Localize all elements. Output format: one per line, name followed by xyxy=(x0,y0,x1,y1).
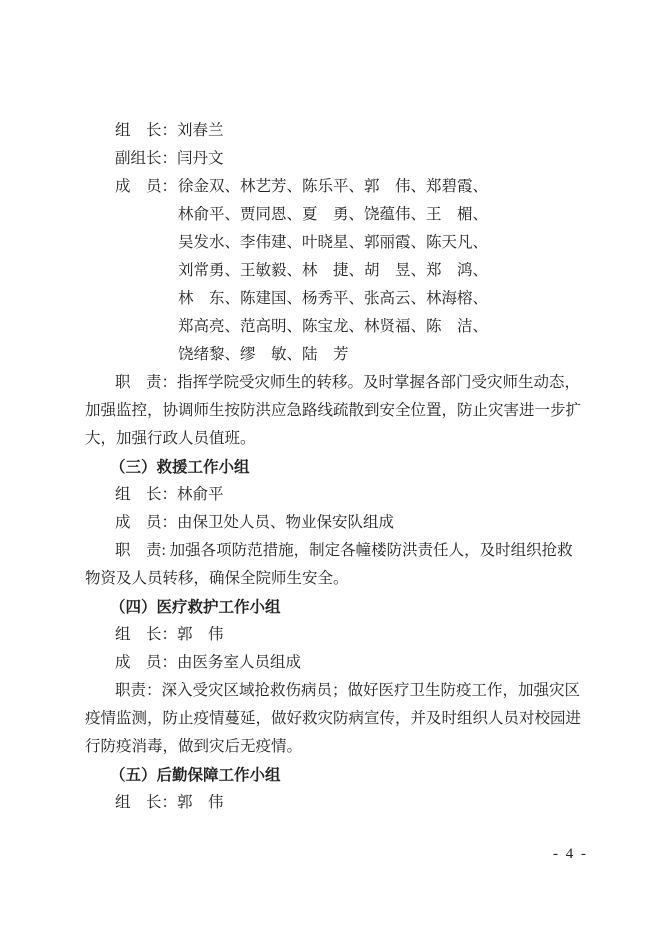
members-text: 由医务室人员组成 xyxy=(177,654,302,671)
separator: 、 xyxy=(410,262,427,279)
member-name: 缪 敏 xyxy=(240,346,287,363)
member-name: 徐金双 xyxy=(178,178,225,195)
member-name: 林 捷 xyxy=(302,262,349,279)
group2-members-label-line xyxy=(115,173,177,201)
section-heading-group4: （四）医疗救护工作小组 xyxy=(110,598,281,616)
member-name: 林艺芳 xyxy=(240,178,287,195)
member-name: 刘常勇 xyxy=(178,262,225,279)
member-name: 林贤福 xyxy=(364,318,411,335)
separator: 、 xyxy=(224,206,241,223)
leader-label: 组长 xyxy=(115,794,162,811)
members-label: 成员 xyxy=(115,654,162,671)
separator: 、 xyxy=(286,290,303,307)
colon: ： xyxy=(161,626,178,643)
colon: ： xyxy=(161,794,178,811)
members-line xyxy=(178,201,488,229)
colon: ： xyxy=(161,150,178,167)
separator: 、 xyxy=(410,178,427,195)
member-name: 李伟建 xyxy=(240,234,287,251)
page-number: - 4 - xyxy=(553,846,588,862)
members-line xyxy=(178,341,349,369)
separator: 、 xyxy=(224,178,241,195)
separator: 、 xyxy=(348,290,365,307)
members-line xyxy=(178,257,488,285)
deputy-label: 副组长 xyxy=(115,150,162,167)
member-name: 林 东 xyxy=(178,290,225,307)
separator: 、 xyxy=(224,290,241,307)
member-name: 王敏毅 xyxy=(240,262,287,279)
members-line xyxy=(178,229,488,257)
member-name: 王 楣 xyxy=(426,206,473,223)
members-line xyxy=(178,313,488,341)
separator: 、 xyxy=(410,206,427,223)
group3-duty-line: 物资及人员转移，确保全院师生安全。 xyxy=(85,570,349,587)
member-name: 夏 勇 xyxy=(302,206,349,223)
group4-duty-line: 行防疫消毒，做到灾后无疫情。 xyxy=(85,738,303,755)
group5-leader-line xyxy=(115,789,224,817)
separator: 、 xyxy=(286,262,303,279)
leader-name: 郭 伟 xyxy=(177,626,224,643)
section-heading-group5: （五）后勤保障工作小组 xyxy=(110,766,281,784)
separator: 、 xyxy=(224,346,241,363)
member-name: 陈乐平 xyxy=(302,178,349,195)
member-name: 叶晓星 xyxy=(302,234,349,251)
colon: ： xyxy=(161,486,178,503)
separator: 、 xyxy=(472,206,489,223)
member-name: 陈天凡 xyxy=(426,234,473,251)
separator: 、 xyxy=(224,262,241,279)
group4-duty-line: 疫情监测，防止疫情蔓延，做好救灾防病宣传，并及时组织人员对校园进 xyxy=(85,710,582,727)
members-text: 由保卫处人员、物业保安队组成 xyxy=(177,514,395,531)
separator: 、 xyxy=(410,290,427,307)
deputy-name: 闫丹文 xyxy=(177,150,224,167)
group4-leader-line xyxy=(115,621,224,649)
member-name: 饶绪黎 xyxy=(178,346,225,363)
separator: 、 xyxy=(286,206,303,223)
separator: 、 xyxy=(472,318,489,335)
member-name: 张高云 xyxy=(364,290,411,307)
separator: 、 xyxy=(286,178,303,195)
group2-deputy-line xyxy=(115,145,224,173)
member-name: 林俞平 xyxy=(178,206,225,223)
group3-members-line xyxy=(115,509,394,537)
group4-members-line xyxy=(115,649,301,677)
separator: 、 xyxy=(472,178,489,195)
member-name: 郭丽霞 xyxy=(364,234,411,251)
group3-duty-line: 职 责: 加强各项防范措施，制定各幢楼防洪责任人，及时组织抢救 xyxy=(115,542,573,559)
member-name: 吴发水 xyxy=(178,234,225,251)
member-name: 贾同恩 xyxy=(240,206,287,223)
member-name: 郑 鸿 xyxy=(426,262,473,279)
member-name: 陈宝龙 xyxy=(302,318,349,335)
group2-duty-line: 职 责：指挥学院受灾师生的转移。及时掌握各部门受灾师生动态， xyxy=(115,374,581,391)
separator: 、 xyxy=(224,234,241,251)
leader-label: 组长 xyxy=(115,486,162,503)
member-name: 郑碧霞 xyxy=(426,178,473,195)
member-name: 杨秀平 xyxy=(302,290,349,307)
leader-name: 郭 伟 xyxy=(177,794,224,811)
separator: 、 xyxy=(348,206,365,223)
section-heading-group3: （三）救援工作小组 xyxy=(110,458,250,476)
member-name: 陆 芳 xyxy=(302,346,349,363)
members-line xyxy=(178,173,488,201)
separator: 、 xyxy=(472,290,489,307)
separator: 、 xyxy=(286,234,303,251)
group2-duty-line: 加强监控，协调师生按防洪应急路线疏散到安全位置，防止灾害进一步扩 xyxy=(85,402,582,419)
separator: 、 xyxy=(286,346,303,363)
leader-label: 组长 xyxy=(115,122,162,139)
member-name: 范高明 xyxy=(240,318,287,335)
separator: 、 xyxy=(348,262,365,279)
member-name: 饶蕴伟 xyxy=(364,206,411,223)
member-name: 陈建国 xyxy=(240,290,287,307)
separator: 、 xyxy=(410,318,427,335)
member-name: 郭 伟 xyxy=(364,178,411,195)
leader-name: 林俞平 xyxy=(177,486,224,503)
separator: 、 xyxy=(224,318,241,335)
member-name: 胡 昱 xyxy=(364,262,411,279)
members-label: 成员 xyxy=(115,178,162,195)
members-line xyxy=(178,285,488,313)
members-label: 成员 xyxy=(115,514,162,531)
member-name: 郑高亮 xyxy=(178,318,225,335)
colon: ： xyxy=(161,654,178,671)
separator: 、 xyxy=(348,318,365,335)
group4-duty-line: 职责：深入受灾区域抢救伤病员；做好医疗卫生防疫工作，加强灾区 xyxy=(115,682,581,699)
colon: ： xyxy=(161,514,178,531)
group3-leader-line xyxy=(115,481,224,509)
colon: ： xyxy=(161,178,178,195)
member-name: 陈 洁 xyxy=(426,318,473,335)
separator: 、 xyxy=(286,318,303,335)
member-name: 林海榕 xyxy=(426,290,473,307)
group2-duty-line: 大，加强行政人员值班。 xyxy=(85,430,256,447)
separator: 、 xyxy=(472,262,489,279)
leader-label: 组长 xyxy=(115,626,162,643)
leader-name: 刘春兰 xyxy=(177,122,224,139)
separator: 、 xyxy=(410,234,427,251)
separator: 、 xyxy=(348,178,365,195)
colon: ： xyxy=(161,122,178,139)
group2-leader-line xyxy=(115,117,224,145)
separator: 、 xyxy=(472,234,489,251)
separator: 、 xyxy=(348,234,365,251)
